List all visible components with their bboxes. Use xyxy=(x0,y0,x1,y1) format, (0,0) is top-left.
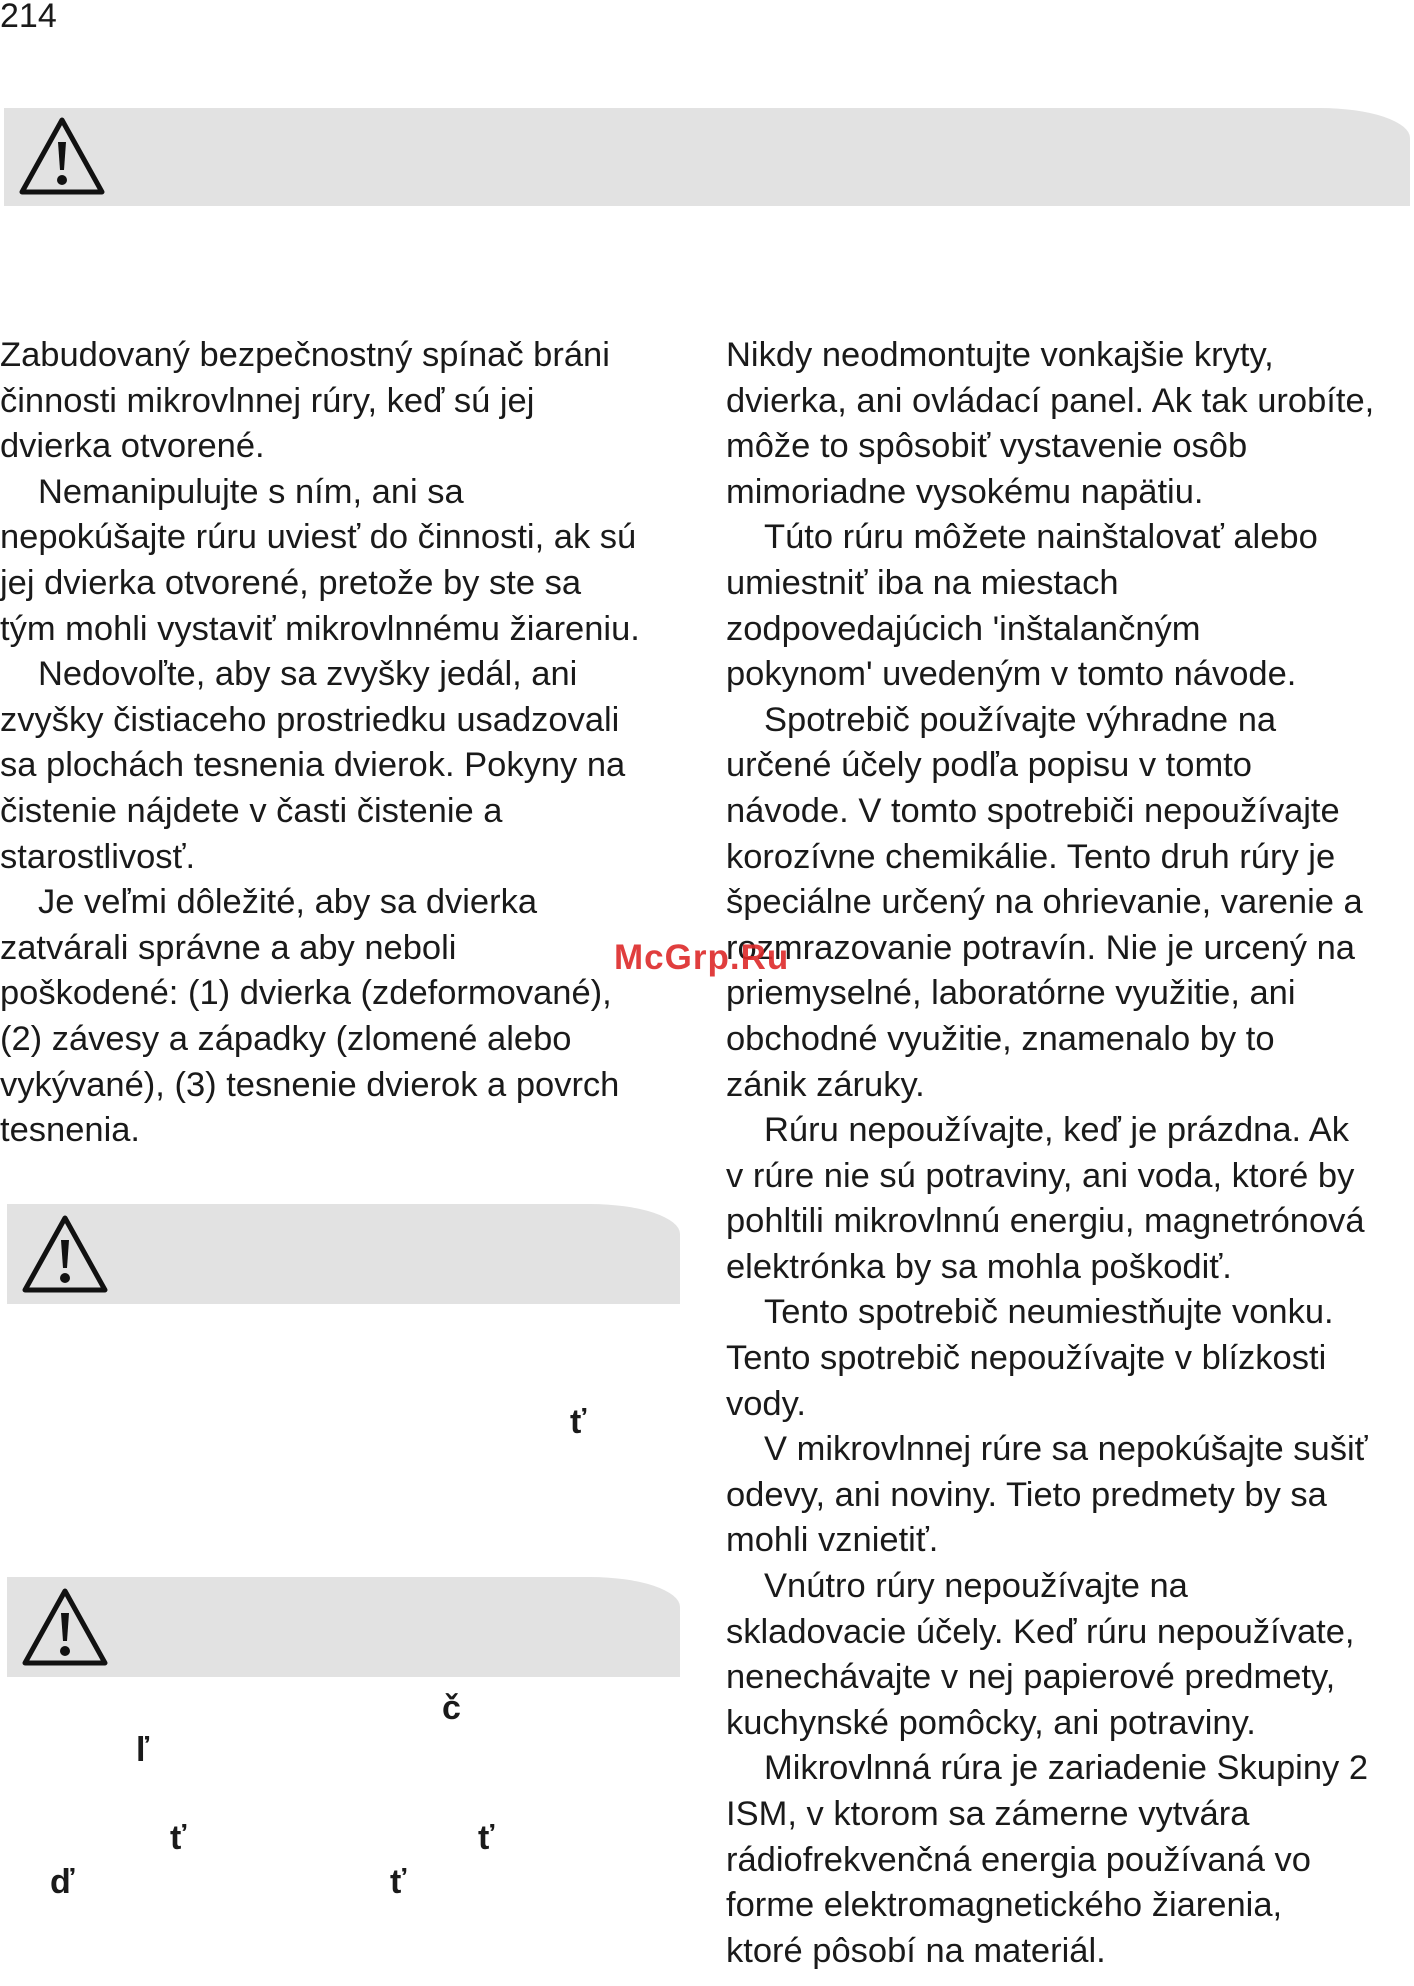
warning-banner-lower xyxy=(7,1577,680,1677)
text-line: rádiofrekvenčná energia používaná vo xyxy=(726,1840,1311,1879)
text-line: tým mohli vystaviť mikrovlnnému žiareniu. xyxy=(0,609,640,648)
text-line: dvierka otvorené. xyxy=(0,427,265,466)
warning-triangle-icon xyxy=(17,1210,113,1298)
watermark: McGrp.Ru xyxy=(614,938,790,977)
text-line: Nikdy neodmontujte vonkajšie kryty, xyxy=(726,336,1274,374)
text-line: dvierka, ani ovládací panel. Ak tak urobíte, xyxy=(726,381,1375,420)
text-fragment: ť xyxy=(170,1819,187,1857)
text-line: korozívne chemikálie. Tento druh rúry je xyxy=(726,837,1336,876)
page-number: 214 xyxy=(0,0,57,35)
text-line: Tento spotrebič nepoužívajte v blízkosti xyxy=(726,1339,1327,1378)
text-line: jej dvierka otvorené, pretože by ste sa xyxy=(0,563,582,602)
text-line: Nedovoľte, aby sa zvyšky jedál, ani xyxy=(38,655,578,694)
text-line: poškodené: (1) dvierka (zdeformované), xyxy=(0,974,612,1013)
text-line: ktoré pôsobí na materiál. xyxy=(726,1931,1106,1970)
text-fragment: ľ xyxy=(136,1731,150,1769)
text-fragment: ť xyxy=(570,1403,587,1441)
text-line: odevy, ani noviny. Tieto predmety by sa xyxy=(726,1475,1327,1514)
text-line: Túto rúru môžete nainštalovať alebo xyxy=(764,518,1318,557)
text-line: Spotrebič používajte výhradne na xyxy=(764,700,1277,739)
text-fragment: č xyxy=(442,1689,461,1727)
text-line: V mikrovlnnej rúre sa nepokúšajte sušiť xyxy=(764,1430,1368,1469)
text-line: Tento spotrebič neumiestňujte vonku. xyxy=(764,1293,1334,1332)
text-line: Vnútro rúry nepoužívajte na xyxy=(764,1567,1188,1606)
text-line: sa plochách tesnenia dvierok. Pokyny na xyxy=(0,746,626,785)
text-line: Zabudovaný bezpečnostný spínač bráni xyxy=(0,336,610,374)
text-line: Je veľmi dôležité, aby sa dvierka xyxy=(38,883,538,922)
text-fragment: ď xyxy=(50,1863,75,1901)
text-line: vykývané), (3) tesnenie dvierok a povrch xyxy=(0,1065,620,1104)
text-line: špeciálne určený na ohrievanie, varenie a xyxy=(726,883,1363,922)
text-line: tesnenia. xyxy=(0,1111,141,1150)
text-line: pohltili mikrovlnnú energiu, magnetrónová xyxy=(726,1202,1365,1241)
text-line: umiestniť iba na miestach xyxy=(726,563,1119,602)
text-fragment: ť xyxy=(478,1819,495,1857)
text-line: v rúre nie sú potraviny, ani voda, ktoré by xyxy=(726,1156,1355,1195)
text-line: pokynom' uvedeným v tomto návode. xyxy=(726,655,1297,694)
text-line: rozmrazovanie potravín. Nie je urcený na xyxy=(726,928,1355,967)
text-line: určené účely podľa popisu v tomto xyxy=(726,746,1252,785)
text-line: elektrónka by sa mohla poškodiť. xyxy=(726,1247,1232,1286)
text-line: zánik záruky. xyxy=(726,1065,925,1104)
text-line: starostlivosť. xyxy=(0,837,196,876)
text-line: skladovacie účely. Keď rúru nepoužívate, xyxy=(726,1612,1355,1651)
text-line: Rúru nepoužívajte, keď je prázdna. Ak xyxy=(764,1111,1350,1150)
right-column-text xyxy=(726,333,1414,1974)
text-line: (2) závesy a západky (zlomené alebo xyxy=(0,1019,572,1058)
text-line: zatvárali správne a aby neboli xyxy=(0,928,457,967)
warning-banner-top xyxy=(4,108,1410,206)
text-line: forme elektromagnetického žiarenia, xyxy=(726,1886,1283,1925)
text-line: činnosti mikrovlnnej rúry, keď sú jej xyxy=(0,381,535,420)
text-line: môže to spôsobiť vystavenie osôb xyxy=(726,427,1248,466)
warning-banner-middle xyxy=(7,1204,680,1304)
text-line: mohli vznietiť. xyxy=(726,1521,939,1560)
left-column-text xyxy=(0,333,690,1154)
text-line: nenechávajte v nej papierové predmety, xyxy=(726,1658,1336,1697)
text-line: obchodné využitie, znamenalo by to xyxy=(726,1019,1275,1058)
text-line: kuchynské pomôcky, ani potraviny. xyxy=(726,1703,1256,1742)
text-line: mimoriadne vysokému napätiu. xyxy=(726,472,1204,511)
text-line: ISM, v ktorom sa zámerne vytvára xyxy=(726,1795,1250,1833)
text-line: nepokúšajte rúru uviesť do činnosti, ak sú xyxy=(0,518,637,557)
text-fragment: ť xyxy=(390,1863,407,1901)
text-line: návode. V tomto spotrebiči nepoužívajte xyxy=(726,791,1340,830)
text-line: zvyšky čistiaceho prostriedku usadzovali xyxy=(0,700,620,739)
text-line: Nemanipulujte s ním, ani sa xyxy=(38,472,464,511)
text-line: zodpovedajúcich 'inštalančným xyxy=(726,609,1201,648)
warning-triangle-icon xyxy=(17,1583,113,1671)
text-line: čistenie nájdete v časti čistenie a xyxy=(0,791,503,830)
warning-triangle-icon xyxy=(14,112,110,200)
text-line: vody. xyxy=(726,1384,806,1423)
text-line: Mikrovlnná rúra je zariadenie Skupiny 2 xyxy=(764,1749,1369,1788)
text-line: priemyselné, laboratórne využitie, ani xyxy=(726,974,1296,1013)
